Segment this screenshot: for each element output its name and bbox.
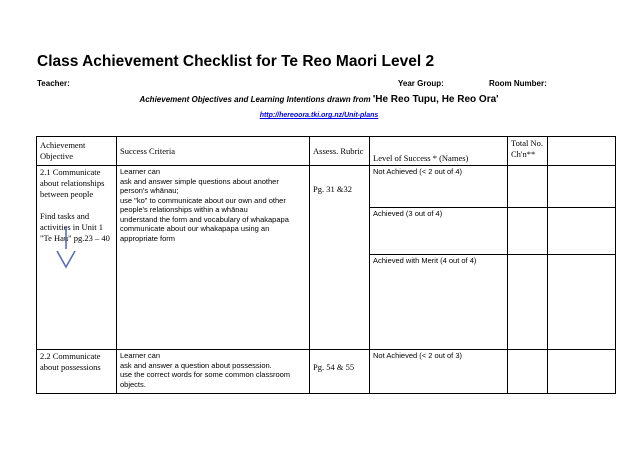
total-cell (508, 255, 548, 350)
blank-cell (548, 208, 616, 255)
level-cell: Not Achieved (< 2 out of 4) (370, 166, 508, 208)
objectives-source-line (0, 94, 638, 105)
header-blank (548, 137, 616, 166)
header-total: Total No. Ch'n** (508, 137, 548, 166)
objective-text: 2.1 Communicate about relationships between people (40, 167, 105, 199)
table-row (37, 350, 616, 394)
header-rubric: Assess. Rubric (310, 137, 370, 166)
checklist-table (36, 136, 616, 394)
unit-plans-link[interactable]: http://hereoora.tki.org.nz/Unit-plans (259, 112, 379, 119)
document-title: Class Achievement Checklist for Te Reo Maori Level 2 (37, 53, 435, 70)
objective-cell (37, 166, 117, 350)
total-cell (508, 208, 548, 255)
room-number-label: Room Number: (489, 79, 547, 88)
header-criteria: Success Criteria (117, 137, 310, 166)
blank-cell (548, 166, 616, 208)
total-cell (508, 350, 548, 394)
blank-cell (548, 255, 616, 350)
blank-cell (548, 350, 616, 394)
year-group-label: Year Group: (398, 79, 444, 88)
criteria-cell: Learner can ask and answer a question about possession. use the correct words for some common classroom objects. (117, 350, 310, 394)
level-cell: Not Achieved (< 2 out of 3) (370, 350, 508, 394)
criteria-cell: Learner can ask and answer simple questions about another person's whānau; use "ko" to communicate about our own and other people's relationships within a whānau understand the form and vocabulary of whakapapa communicate about our whakapapa using an appropriate form (117, 166, 310, 350)
objectives-source: 'He Reo Tupu, He Reo Ora' (372, 94, 499, 105)
objective-note: Find tasks and activities in Unit 1 "Te Hau" pg.23 – 40 (40, 211, 110, 243)
objectives-prefix: Achievement Objectives and Learning Intentions drawn from (139, 95, 373, 104)
rubric-cell: Pg. 31 &32 (310, 166, 370, 350)
total-cell (508, 166, 548, 208)
table-row (37, 166, 616, 208)
table-header-row (37, 137, 616, 166)
level-cell: Achieved (3 out of 4) (370, 208, 508, 255)
objective-cell: 2.2 Communicate about possessions (37, 350, 117, 394)
level-cell: Achieved with Merit (4 out of 4) (370, 255, 508, 350)
header-level: Level of Success * (Names) (370, 137, 508, 166)
rubric-cell: Pg. 54 & 55 (310, 350, 370, 394)
teacher-label: Teacher: (37, 79, 70, 88)
header-objective: Achievement Objective (37, 137, 117, 166)
